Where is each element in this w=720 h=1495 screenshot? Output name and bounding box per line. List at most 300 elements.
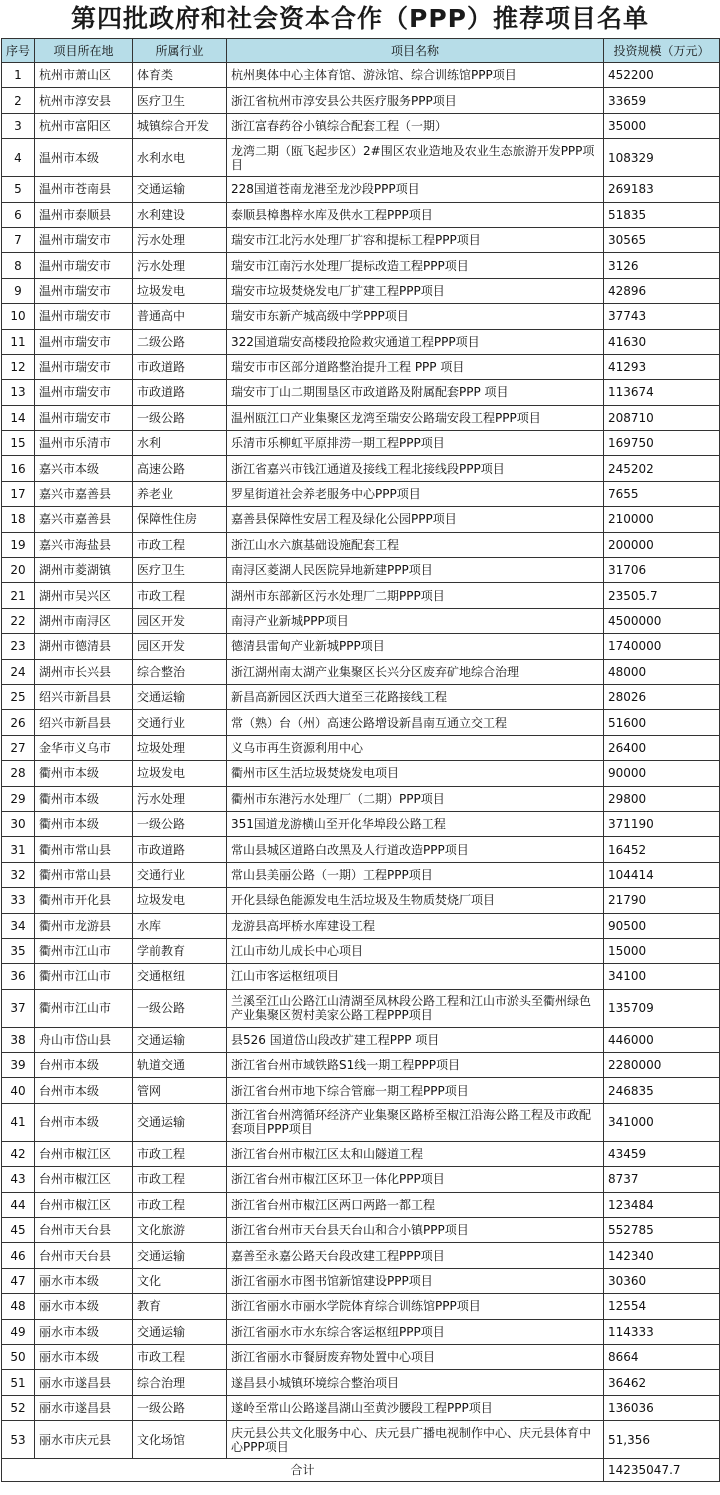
cell-project-name: 瑞安市丁山二期围垦区市政道路及附属配套PPP 项目: [227, 380, 604, 405]
table-row: [2, 354, 720, 379]
table-row: [2, 1218, 720, 1243]
cell-industry: 养老业: [133, 481, 227, 506]
cell-investment: 43459: [604, 1141, 720, 1166]
header-investment: 投资规模（万元）: [604, 39, 720, 63]
cell-index: 18: [2, 507, 35, 532]
header-index: 序号: [2, 39, 35, 63]
cell-project-name: 瑞安市江南污水处理厂提标改造工程PPP项目: [227, 253, 604, 278]
cell-investment: 136036: [604, 1395, 720, 1420]
cell-project-name: 遂昌县小城镇环境综合整治项目: [227, 1370, 604, 1395]
cell-industry: 一级公路: [133, 405, 227, 430]
cell-industry: 交通枢纽: [133, 964, 227, 989]
cell-project-name: 浙江省丽水市丽水学院体育综合训练馆PPP项目: [227, 1294, 604, 1319]
cell-location: 台州市本级: [35, 1053, 133, 1078]
cell-location: 杭州市富阳区: [35, 113, 133, 138]
cell-industry: 交通行业: [133, 862, 227, 887]
cell-project-name: 浙江省台州市椒江区太和山隧道工程: [227, 1141, 604, 1166]
cell-investment: 35000: [604, 113, 720, 138]
table-row: [2, 1078, 720, 1103]
cell-industry: 一级公路: [133, 1395, 227, 1420]
table-row: [2, 1192, 720, 1217]
cell-project-name: 瑞安市江北污水处理厂扩容和提标工程PPP项目: [227, 227, 604, 252]
cell-index: 23: [2, 634, 35, 659]
cell-project-name: 常山县城区道路白改黑及人行道改造PPP项目: [227, 837, 604, 862]
cell-index: 1: [2, 63, 35, 88]
table-row: [2, 964, 720, 989]
cell-index: 52: [2, 1395, 35, 1420]
table-row: [2, 1053, 720, 1078]
cell-project-name: 浙江省丽水市图书馆新馆建设PPP项目: [227, 1268, 604, 1293]
cell-index: 42: [2, 1141, 35, 1166]
cell-industry: 高速公路: [133, 456, 227, 481]
cell-industry: 一级公路: [133, 989, 227, 1027]
table-row: [2, 938, 720, 963]
table-row: [2, 761, 720, 786]
cell-location: 衢州市本级: [35, 761, 133, 786]
page-title: 第四批政府和社会资本合作（PPP）推荐项目名单: [71, 4, 649, 33]
cell-index: 10: [2, 304, 35, 329]
table-header-row: [2, 39, 720, 63]
cell-index: 41: [2, 1103, 35, 1141]
cell-location: 金华市义乌市: [35, 735, 133, 760]
table-row: [2, 1268, 720, 1293]
cell-project-name: 江山市幼儿成长中心项目: [227, 938, 604, 963]
cell-industry: 交通运输: [133, 1103, 227, 1141]
cell-investment: 51,356: [604, 1421, 720, 1459]
table-row: [2, 634, 720, 659]
table-row: [2, 227, 720, 252]
cell-industry: 垃圾发电: [133, 278, 227, 303]
cell-investment: 169750: [604, 431, 720, 456]
cell-index: 5: [2, 177, 35, 202]
cell-investment: 42896: [604, 278, 720, 303]
cell-location: 湖州市南浔区: [35, 608, 133, 633]
cell-location: 衢州市江山市: [35, 964, 133, 989]
table-row: [2, 507, 720, 532]
cell-location: 杭州市萧山区: [35, 63, 133, 88]
cell-project-name: 浙江省丽水市水东综合客运枢纽PPP项目: [227, 1319, 604, 1344]
cell-location: 台州市天台县: [35, 1243, 133, 1268]
cell-index: 46: [2, 1243, 35, 1268]
cell-industry: 垃圾发电: [133, 761, 227, 786]
table-row: [2, 431, 720, 456]
cell-index: 31: [2, 837, 35, 862]
cell-location: 杭州市淳安县: [35, 88, 133, 113]
cell-location: 台州市本级: [35, 1078, 133, 1103]
cell-project-name: 泰顺县樟嶴梓水库及供水工程PPP项目: [227, 202, 604, 227]
cell-industry: 文化旅游: [133, 1218, 227, 1243]
cell-index: 48: [2, 1294, 35, 1319]
header-location: 项目所在地: [35, 39, 133, 63]
header-project-name: 项目名称: [227, 39, 604, 63]
cell-industry: 市政工程: [133, 1167, 227, 1192]
table-row: [2, 862, 720, 887]
table-row: [2, 139, 720, 177]
cell-index: 28: [2, 761, 35, 786]
table-row: [2, 786, 720, 811]
cell-industry: 交通运输: [133, 1243, 227, 1268]
cell-project-name: 常山县美丽公路（一期）工程PPP项目: [227, 862, 604, 887]
cell-project-name: 杭州奥体中心主体育馆、游泳馆、综合训练馆PPP项目: [227, 63, 604, 88]
cell-project-name: 江山市客运枢纽项目: [227, 964, 604, 989]
table-row: [2, 1103, 720, 1141]
cell-investment: 4500000: [604, 608, 720, 633]
cell-index: 43: [2, 1167, 35, 1192]
cell-investment: 90500: [604, 913, 720, 938]
table-row: [2, 1141, 720, 1166]
table-row: [2, 1370, 720, 1395]
cell-index: 21: [2, 583, 35, 608]
cell-industry: 轨道交通: [133, 1053, 227, 1078]
cell-index: 6: [2, 202, 35, 227]
cell-location: 衢州市龙游县: [35, 913, 133, 938]
cell-location: 丽水市庆元县: [35, 1421, 133, 1459]
cell-investment: 200000: [604, 532, 720, 557]
table-row: [2, 380, 720, 405]
table-row: [2, 202, 720, 227]
cell-industry: 水利: [133, 431, 227, 456]
cell-location: 台州市椒江区: [35, 1192, 133, 1217]
cell-project-name: 衢州市东港污水处理厂（二期）PPP项目: [227, 786, 604, 811]
cell-project-name: 浙江省台州湾循环经济产业集聚区路桥至椒江沿海公路工程及市政配套项目PPP项目: [227, 1103, 604, 1141]
total-value: 14235047.7: [604, 1459, 720, 1482]
cell-index: 25: [2, 684, 35, 709]
cell-industry: 文化场馆: [133, 1421, 227, 1459]
cell-investment: 26400: [604, 735, 720, 760]
table-row: [2, 113, 720, 138]
cell-investment: 371190: [604, 811, 720, 836]
cell-industry: 文化: [133, 1268, 227, 1293]
cell-project-name: 瑞安市市区部分道路整治提升工程 PPP 项目: [227, 354, 604, 379]
cell-investment: 12554: [604, 1294, 720, 1319]
cell-project-name: 浙江湖州南太湖产业集聚区长兴分区废弃矿地综合治理: [227, 659, 604, 684]
cell-project-name: 罗星街道社会养老服务中心PPP项目: [227, 481, 604, 506]
cell-index: 36: [2, 964, 35, 989]
cell-location: 湖州市德清县: [35, 634, 133, 659]
cell-project-name: 瑞安市垃圾焚烧发电厂扩建工程PPP项目: [227, 278, 604, 303]
table-row: [2, 659, 720, 684]
cell-investment: 30360: [604, 1268, 720, 1293]
cell-industry: 医疗卫生: [133, 558, 227, 583]
cell-index: 19: [2, 532, 35, 557]
cell-industry: 交通运输: [133, 1319, 227, 1344]
cell-industry: 市政工程: [133, 583, 227, 608]
cell-project-name: 浙江省台州市椒江区环卫一体化PPP项目: [227, 1167, 604, 1192]
table-row: [2, 558, 720, 583]
cell-project-name: 湖州市东部新区污水处理厂二期PPP项目: [227, 583, 604, 608]
cell-investment: 1740000: [604, 634, 720, 659]
cell-index: 15: [2, 431, 35, 456]
cell-industry: 普通高中: [133, 304, 227, 329]
cell-project-name: 兰溪至江山公路江山清湖至凤林段公路工程和江山市淤头至衢州绿色产业集聚区贺村美家公路工程PPP项目: [227, 989, 604, 1027]
cell-index: 14: [2, 405, 35, 430]
cell-industry: 市政道路: [133, 380, 227, 405]
table-row: [2, 329, 720, 354]
table-row: [2, 481, 720, 506]
header-industry: 所属行业: [133, 39, 227, 63]
cell-location: 嘉兴市海盐县: [35, 532, 133, 557]
cell-index: 11: [2, 329, 35, 354]
table-row: [2, 989, 720, 1027]
cell-project-name: 德清县雷甸产业新城PPP项目: [227, 634, 604, 659]
cell-industry: 污水处理: [133, 786, 227, 811]
table-row: [2, 253, 720, 278]
cell-location: 丽水市本级: [35, 1319, 133, 1344]
cell-industry: 垃圾处理: [133, 735, 227, 760]
cell-industry: 市政工程: [133, 1141, 227, 1166]
cell-location: 嘉兴市嘉善县: [35, 481, 133, 506]
cell-index: 3: [2, 113, 35, 138]
cell-investment: 16452: [604, 837, 720, 862]
cell-location: 嘉兴市嘉善县: [35, 507, 133, 532]
table-row: [2, 1421, 720, 1459]
cell-industry: 学前教育: [133, 938, 227, 963]
cell-investment: 23505.7: [604, 583, 720, 608]
cell-index: 13: [2, 380, 35, 405]
total-label: 合计: [2, 1459, 604, 1482]
project-table: [1, 38, 720, 1482]
cell-location: 温州市瑞安市: [35, 253, 133, 278]
cell-project-name: 新昌高新园区沃西大道至三花路接线工程: [227, 684, 604, 709]
cell-industry: 污水处理: [133, 227, 227, 252]
cell-investment: 36462: [604, 1370, 720, 1395]
cell-project-name: 龙游县高坪桥水库建设工程: [227, 913, 604, 938]
cell-location: 温州市泰顺县: [35, 202, 133, 227]
table-row: [2, 63, 720, 88]
cell-location: 台州市天台县: [35, 1218, 133, 1243]
cell-index: 38: [2, 1027, 35, 1052]
cell-location: 温州市瑞安市: [35, 354, 133, 379]
cell-investment: 90000: [604, 761, 720, 786]
cell-location: 温州市瑞安市: [35, 227, 133, 252]
cell-industry: 交通行业: [133, 710, 227, 735]
cell-location: 湖州市长兴县: [35, 659, 133, 684]
table-row: [2, 1344, 720, 1369]
cell-index: 39: [2, 1053, 35, 1078]
cell-investment: 142340: [604, 1243, 720, 1268]
cell-index: 49: [2, 1319, 35, 1344]
cell-location: 台州市椒江区: [35, 1167, 133, 1192]
cell-location: 衢州市江山市: [35, 989, 133, 1027]
cell-index: 22: [2, 608, 35, 633]
cell-investment: 135709: [604, 989, 720, 1027]
cell-investment: 452200: [604, 63, 720, 88]
cell-project-name: 嘉善至永嘉公路天台段改建工程PPP项目: [227, 1243, 604, 1268]
cell-location: 丽水市本级: [35, 1294, 133, 1319]
table-row: [2, 811, 720, 836]
table-row: [2, 304, 720, 329]
cell-index: 4: [2, 139, 35, 177]
cell-industry: 园区开发: [133, 634, 227, 659]
cell-location: 温州市本级: [35, 139, 133, 177]
cell-location: 台州市椒江区: [35, 1141, 133, 1166]
cell-project-name: 庆元县公共文化服务中心、庆元县广播电视制作中心、庆元县体育中心PPP项目: [227, 1421, 604, 1459]
cell-investment: 552785: [604, 1218, 720, 1243]
cell-location: 温州市苍南县: [35, 177, 133, 202]
cell-investment: 246835: [604, 1078, 720, 1103]
cell-investment: 114333: [604, 1319, 720, 1344]
cell-index: 47: [2, 1268, 35, 1293]
cell-project-name: 瑞安市东新产城高级中学PPP项目: [227, 304, 604, 329]
cell-location: 衢州市常山县: [35, 862, 133, 887]
cell-project-name: 浙江省台州市椒江区两口两路一都工程: [227, 1192, 604, 1217]
table-row: [2, 1294, 720, 1319]
cell-investment: 113674: [604, 380, 720, 405]
cell-industry: 一级公路: [133, 811, 227, 836]
cell-investment: 21790: [604, 888, 720, 913]
cell-index: 53: [2, 1421, 35, 1459]
cell-industry: 教育: [133, 1294, 227, 1319]
cell-location: 丽水市本级: [35, 1268, 133, 1293]
table-row: [2, 177, 720, 202]
cell-investment: 3126: [604, 253, 720, 278]
cell-project-name: 浙江省杭州市淳安县公共医疗服务PPP项目: [227, 88, 604, 113]
cell-location: 衢州市本级: [35, 786, 133, 811]
cell-industry: 交通运输: [133, 177, 227, 202]
cell-project-name: 浙江省台州市域铁路S1线一期工程PPP项目: [227, 1053, 604, 1078]
cell-project-name: 南浔产业新城PPP项目: [227, 608, 604, 633]
cell-location: 温州市乐清市: [35, 431, 133, 456]
cell-location: 衢州市江山市: [35, 938, 133, 963]
cell-industry: 管网: [133, 1078, 227, 1103]
table-row: [2, 532, 720, 557]
cell-investment: 28026: [604, 684, 720, 709]
cell-index: 37: [2, 989, 35, 1027]
cell-project-name: 温州瓯江口产业集聚区龙湾至瑞安公路瑞安段工程PPP项目: [227, 405, 604, 430]
cell-industry: 交通运输: [133, 684, 227, 709]
cell-investment: 41293: [604, 354, 720, 379]
cell-investment: 108329: [604, 139, 720, 177]
cell-index: 44: [2, 1192, 35, 1217]
cell-investment: 51835: [604, 202, 720, 227]
cell-location: 嘉兴市本级: [35, 456, 133, 481]
cell-investment: 29800: [604, 786, 720, 811]
cell-index: 20: [2, 558, 35, 583]
cell-location: 温州市瑞安市: [35, 278, 133, 303]
cell-industry: 垃圾发电: [133, 888, 227, 913]
cell-index: 26: [2, 710, 35, 735]
table-row: [2, 1395, 720, 1420]
cell-investment: 31706: [604, 558, 720, 583]
cell-investment: 33659: [604, 88, 720, 113]
cell-industry: 交通运输: [133, 1027, 227, 1052]
cell-investment: 245202: [604, 456, 720, 481]
cell-industry: 保障性住房: [133, 507, 227, 532]
cell-project-name: 义乌市再生资源利用中心: [227, 735, 604, 760]
table-row: [2, 888, 720, 913]
cell-project-name: 浙江省丽水市餐厨废弃物处置中心项目: [227, 1344, 604, 1369]
cell-index: 51: [2, 1370, 35, 1395]
cell-industry: 水库: [133, 913, 227, 938]
cell-project-name: 龙湾二期（瓯飞起步区）2#围区农业造地及农业生态旅游开发PPP项目: [227, 139, 604, 177]
cell-investment: 34100: [604, 964, 720, 989]
cell-location: 绍兴市新昌县: [35, 684, 133, 709]
cell-location: 绍兴市新昌县: [35, 710, 133, 735]
table-row: [2, 88, 720, 113]
cell-location: 湖州市菱湖镇: [35, 558, 133, 583]
cell-index: 35: [2, 938, 35, 963]
table-row: [2, 405, 720, 430]
cell-industry: 污水处理: [133, 253, 227, 278]
cell-location: 丽水市本级: [35, 1344, 133, 1369]
cell-investment: 210000: [604, 507, 720, 532]
cell-industry: 市政道路: [133, 837, 227, 862]
cell-location: 温州市瑞安市: [35, 405, 133, 430]
cell-index: 16: [2, 456, 35, 481]
table-row: [2, 1027, 720, 1052]
cell-index: 29: [2, 786, 35, 811]
cell-index: 8: [2, 253, 35, 278]
cell-investment: 269183: [604, 177, 720, 202]
cell-index: 40: [2, 1078, 35, 1103]
cell-location: 温州市瑞安市: [35, 380, 133, 405]
cell-location: 温州市瑞安市: [35, 304, 133, 329]
cell-index: 32: [2, 862, 35, 887]
cell-investment: 208710: [604, 405, 720, 430]
cell-index: 12: [2, 354, 35, 379]
cell-industry: 综合整治: [133, 659, 227, 684]
cell-investment: 41630: [604, 329, 720, 354]
cell-investment: 341000: [604, 1103, 720, 1141]
table-row: [2, 710, 720, 735]
cell-project-name: 浙江富春药谷小镇综合配套工程（一期）: [227, 113, 604, 138]
cell-index: 34: [2, 913, 35, 938]
cell-project-name: 乐清市乐柳虹平原排涝一期工程PPP项目: [227, 431, 604, 456]
cell-investment: 2280000: [604, 1053, 720, 1078]
cell-project-name: 南浔区菱湖人民医院异地新建PPP项目: [227, 558, 604, 583]
cell-investment: 37743: [604, 304, 720, 329]
cell-index: 7: [2, 227, 35, 252]
cell-project-name: 开化县绿色能源发电生活垃圾及生物质焚烧厂项目: [227, 888, 604, 913]
cell-industry: 市政工程: [133, 1344, 227, 1369]
cell-investment: 30565: [604, 227, 720, 252]
cell-industry: 市政工程: [133, 1192, 227, 1217]
cell-industry: 医疗卫生: [133, 88, 227, 113]
cell-industry: 市政工程: [133, 532, 227, 557]
cell-project-name: 浙江山水六旗基础设施配套工程: [227, 532, 604, 557]
table-row: [2, 1243, 720, 1268]
cell-investment: 7655: [604, 481, 720, 506]
table-body: [2, 63, 720, 1459]
cell-index: 9: [2, 278, 35, 303]
cell-investment: 15000: [604, 938, 720, 963]
table-row: [2, 837, 720, 862]
cell-investment: 48000: [604, 659, 720, 684]
cell-industry: 水利建设: [133, 202, 227, 227]
cell-project-name: 浙江省台州市天台县天台山和合小镇PPP项目: [227, 1218, 604, 1243]
table-row: [2, 1319, 720, 1344]
cell-investment: 104414: [604, 862, 720, 887]
table-row: [2, 456, 720, 481]
cell-industry: 市政道路: [133, 354, 227, 379]
cell-industry: 园区开发: [133, 608, 227, 633]
cell-project-name: 衢州市区生活垃圾焚烧发电项目: [227, 761, 604, 786]
table-row: [2, 278, 720, 303]
cell-index: 24: [2, 659, 35, 684]
cell-location: 丽水市遂昌县: [35, 1370, 133, 1395]
cell-location: 丽水市遂昌县: [35, 1395, 133, 1420]
cell-location: 衢州市常山县: [35, 837, 133, 862]
total-row: [2, 1459, 720, 1482]
cell-index: 45: [2, 1218, 35, 1243]
cell-location: 衢州市本级: [35, 811, 133, 836]
cell-investment: 51600: [604, 710, 720, 735]
table-row: [2, 913, 720, 938]
cell-investment: 8737: [604, 1167, 720, 1192]
table-row: [2, 684, 720, 709]
cell-project-name: 遂岭至常山公路遂昌湖山至黄沙腰段工程PPP项目: [227, 1395, 604, 1420]
cell-location: 舟山市岱山县: [35, 1027, 133, 1052]
